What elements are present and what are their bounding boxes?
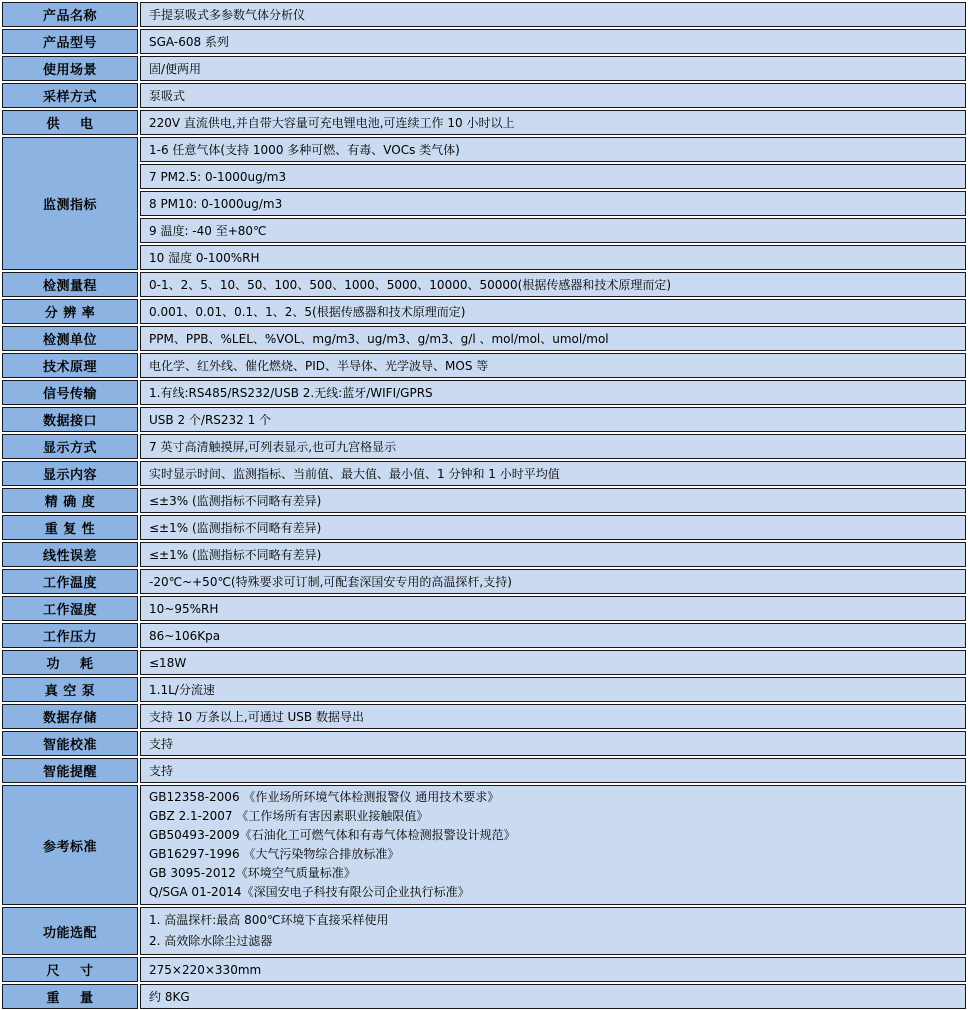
row-sampling-method xyxy=(2,83,966,108)
standard-line: GB50493-2009《石油化工可燃气体和有毒气体检测报警设计规范》 xyxy=(149,828,516,842)
spec-value-cell xyxy=(140,785,966,905)
spec-value-cell: USB 2 个/RS232 1 个 xyxy=(140,407,966,432)
row-display-mode xyxy=(2,434,966,459)
spec-label-cell: 尺 寸 xyxy=(2,957,138,982)
row-weight xyxy=(2,984,966,1009)
row-monitoring-indicators-pm10 xyxy=(2,191,966,216)
spec-value-cell: 8 PM10: 0-1000ug/m3 xyxy=(140,191,966,216)
spec-value-cell: 1.1L/分流速 xyxy=(140,677,966,702)
spec-value-cell: 9 温度: -40 至+80℃ xyxy=(140,218,966,243)
spec-value-cell: 86~106Kpa xyxy=(140,623,966,648)
row-usage-scenario xyxy=(2,56,966,81)
row-optional-features xyxy=(2,907,966,955)
row-detection-unit xyxy=(2,326,966,351)
row-product-model xyxy=(2,29,966,54)
spec-label-cell: 参考标准 xyxy=(2,785,138,905)
standard-line: GBZ 2.1-2007 《工作场所有害因素职业接触限值》 xyxy=(149,809,429,823)
row-data-storage xyxy=(2,704,966,729)
row-monitoring-indicators-pm25 xyxy=(2,164,966,189)
spec-label-cell: 重 复 性 xyxy=(2,515,138,540)
spec-label-cell: 工作温度 xyxy=(2,569,138,594)
spec-value-cell: 约 8KG xyxy=(140,984,966,1009)
spec-value-cell: 1-6 任意气体(支持 1000 多种可燃、有毒、VOCs 类气体) xyxy=(140,137,966,162)
row-linearity-error xyxy=(2,542,966,567)
row-signal-transmission xyxy=(2,380,966,405)
row-accuracy xyxy=(2,488,966,513)
standard-line: GB12358-2006 《作业场所环境气体检测报警仪 通用技术要求》 xyxy=(149,790,500,804)
spec-value-cell: 10~95%RH xyxy=(140,596,966,621)
spec-value-cell: 0.001、0.01、0.1、1、2、5(根据传感器和技术原理而定) xyxy=(140,299,966,324)
spec-label-cell: 产品型号 xyxy=(2,29,138,54)
spec-label-cell: 供 电 xyxy=(2,110,138,135)
spec-value-cell: ≤±3% (监测指标不同略有差异) xyxy=(140,488,966,513)
spec-label-cell: 采样方式 xyxy=(2,83,138,108)
spec-value-cell: 支持 xyxy=(140,731,966,756)
spec-label-cell: 真 空 泵 xyxy=(2,677,138,702)
spec-value-cell: 1.有线:RS485/RS232/USB 2.无线:蓝牙/WIFI/GPRS xyxy=(140,380,966,405)
row-vacuum-pump xyxy=(2,677,966,702)
row-working-temperature xyxy=(2,569,966,594)
spec-label-cell: 线性误差 xyxy=(2,542,138,567)
spec-label-cell: 技术原理 xyxy=(2,353,138,378)
standard-line: GB16297-1996 《大气污染物综合排放标准》 xyxy=(149,847,400,861)
spec-value-cell: -20℃~+50℃(特殊要求可订制,可配套深国安专用的高温探杆,支持) xyxy=(140,569,966,594)
spec-label-cell: 显示方式 xyxy=(2,434,138,459)
spec-label-cell: 使用场景 xyxy=(2,56,138,81)
spec-value-cell: 固/便两用 xyxy=(140,56,966,81)
spec-label-cell: 数据存储 xyxy=(2,704,138,729)
spec-value-cell: 手提泵吸式多参数气体分析仪 xyxy=(140,2,966,27)
spec-label-cell: 工作压力 xyxy=(2,623,138,648)
standard-line: GB 3095-2012《环境空气质量标准》 xyxy=(149,866,356,880)
spec-label-cell: 功 耗 xyxy=(2,650,138,675)
spec-value-cell: ≤18W xyxy=(140,650,966,675)
row-monitoring-indicators xyxy=(2,137,966,162)
row-resolution xyxy=(2,299,966,324)
row-working-humidity xyxy=(2,596,966,621)
spec-label-cell: 信号传输 xyxy=(2,380,138,405)
spec-value-cell: ≤±1% (监测指标不同略有差异) xyxy=(140,542,966,567)
row-detection-range xyxy=(2,272,966,297)
row-technical-principle xyxy=(2,353,966,378)
spec-label-cell: 精 确 度 xyxy=(2,488,138,513)
row-display-content xyxy=(2,461,966,486)
row-power-consumption xyxy=(2,650,966,675)
row-data-interface xyxy=(2,407,966,432)
spec-value-cell: 275×220×330mm xyxy=(140,957,966,982)
row-power-supply xyxy=(2,110,966,135)
row-working-pressure xyxy=(2,623,966,648)
spec-value-cell: 10 湿度 0-100%RH xyxy=(140,245,966,270)
optional-feature-line: 1. 高温探杆:最高 800℃环境下直接采样使用 xyxy=(149,913,389,927)
spec-value-cell: 7 英寸高清触摸屏,可列表显示,也可九宫格显示 xyxy=(140,434,966,459)
standard-line: Q/SGA 01-2014《深国安电子科技有限公司企业执行标准》 xyxy=(149,885,470,899)
spec-label-cell: 数据接口 xyxy=(2,407,138,432)
row-smart-reminder xyxy=(2,758,966,783)
spec-value-cell: 实时显示时间、监测指标、当前值、最大值、最小值、1 分钟和 1 小时平均值 xyxy=(140,461,966,486)
spec-label-cell: 分 辨 率 xyxy=(2,299,138,324)
row-reference-standards xyxy=(2,785,966,905)
spec-value-cell: SGA-608 系列 xyxy=(140,29,966,54)
spec-value-cell xyxy=(140,907,966,955)
spec-label-cell: 产品名称 xyxy=(2,2,138,27)
row-smart-calibration xyxy=(2,731,966,756)
spec-value-cell: 220V 直流供电,并自带大容量可充电锂电池,可连续工作 10 小时以上 xyxy=(140,110,966,135)
row-repeatability xyxy=(2,515,966,540)
spec-value-cell: PPM、PPB、%LEL、%VOL、mg/m3、ug/m3、g/m3、g/l 、mol/mol、umol/mol xyxy=(140,326,966,351)
spec-value-cell: 电化学、红外线、催化燃烧、PID、半导体、光学波导、MOS 等 xyxy=(140,353,966,378)
spec-label-cell: 检测单位 xyxy=(2,326,138,351)
spec-value-cell: 0-1、2、5、10、50、100、500、1000、5000、10000、50000(根据传感器和技术原理而定) xyxy=(140,272,966,297)
spec-label-cell: 重 量 xyxy=(2,984,138,1009)
spec-label-cell: 智能校准 xyxy=(2,731,138,756)
spec-label-cell: 功能选配 xyxy=(2,907,138,955)
spec-value-cell: ≤±1% (监测指标不同略有差异) xyxy=(140,515,966,540)
spec-value-cell: 支持 xyxy=(140,758,966,783)
spec-label-cell: 工作湿度 xyxy=(2,596,138,621)
spec-value-cell: 泵吸式 xyxy=(140,83,966,108)
row-monitoring-indicators-humidity xyxy=(2,245,966,270)
spec-value-cell: 支持 10 万条以上,可通过 USB 数据导出 xyxy=(140,704,966,729)
row-product-name xyxy=(2,2,966,27)
row-monitoring-indicators-temperature xyxy=(2,218,966,243)
spec-value-cell: 7 PM2.5: 0-1000ug/m3 xyxy=(140,164,966,189)
spec-label-cell: 监测指标 xyxy=(2,137,138,270)
spec-label-cell: 检测量程 xyxy=(2,272,138,297)
spec-label-cell: 智能提醒 xyxy=(2,758,138,783)
spec-label-cell: 显示内容 xyxy=(2,461,138,486)
optional-feature-line: 2. 高效除水除尘过滤器 xyxy=(149,934,273,948)
row-dimensions xyxy=(2,957,966,982)
